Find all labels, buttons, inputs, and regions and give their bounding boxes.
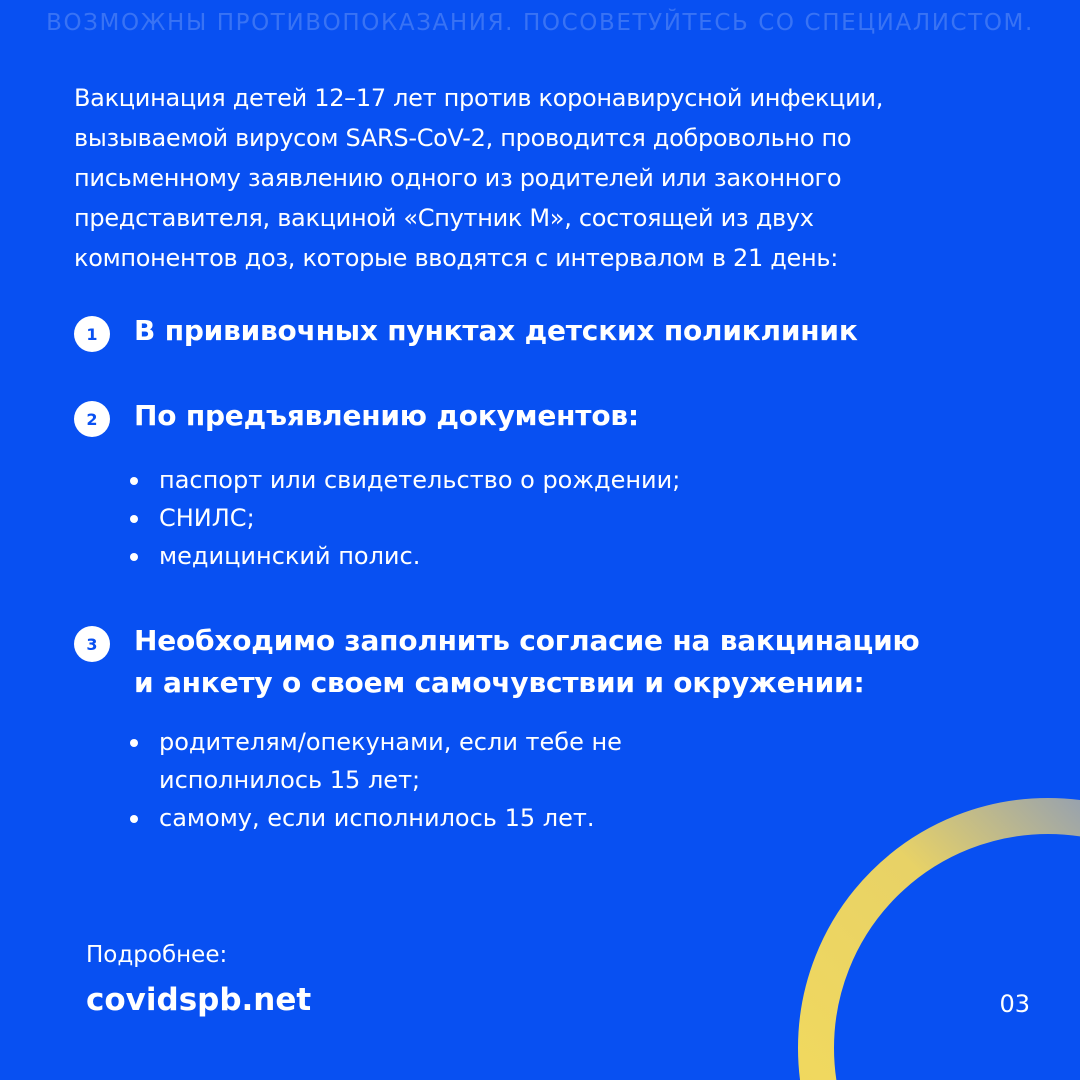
intro-line: вызываемой вирусом SARS-CoV-2, проводится добровольно по	[74, 124, 852, 152]
intro-line: компонентов доз, которые вводятся с интервалом в 21 день:	[74, 244, 839, 272]
step-title-line: Необходимо заполнить согласие на вакцинацию	[134, 624, 920, 657]
step-number-badge: 1	[74, 316, 110, 352]
disclaimer-banner: ВОЗМОЖНЫ ПРОТИВОПОКАЗАНИЯ. ПОСОВЕТУЙТЕСЬ СО СПЕЦИАЛИСТОМ.	[46, 10, 1034, 36]
step-title	[134, 395, 639, 437]
intro-text	[74, 78, 1054, 278]
list-item-line: самому, если исполнилось 15 лет.	[159, 804, 595, 832]
list-item	[130, 723, 622, 799]
intro-line: Вакцинация детей 12–17 лет против коронавирусной инфекции,	[74, 84, 884, 112]
list-item-line: родителям/опекунами, если тебе не	[159, 728, 622, 756]
website-link[interactable]: covidspb.net	[86, 982, 312, 1018]
ring-circle	[816, 816, 1080, 1080]
step-title-line: и анкету о своем самочувствии и окружении:	[134, 666, 865, 699]
step-title	[134, 310, 858, 352]
consent-list	[130, 723, 622, 837]
step-title-line: По предъявлению документов:	[134, 399, 639, 432]
more-label: Подробнее:	[86, 942, 228, 968]
step-number-badge: 3	[74, 626, 110, 662]
step-title-line: В прививочных пунктах детских поликлиник	[134, 314, 858, 347]
page-number: 03	[999, 990, 1030, 1018]
list-item: СНИЛС;	[130, 499, 680, 537]
list-item	[130, 799, 622, 837]
intro-line: письменному заявлению одного из родителей или законного	[74, 164, 842, 192]
list-item-line: исполнилось 15 лет;	[159, 766, 421, 794]
step-number-badge: 2	[74, 401, 110, 437]
decorative-ring-icon	[780, 780, 1080, 1080]
intro-line: представителя, вакциной «Спутник М», состоящей из двух	[74, 204, 814, 232]
list-item: паспорт или свидетельство о рождении;	[130, 461, 680, 499]
documents-list	[130, 461, 680, 575]
step-title	[134, 620, 920, 704]
list-item: медицинский полис.	[130, 537, 680, 575]
